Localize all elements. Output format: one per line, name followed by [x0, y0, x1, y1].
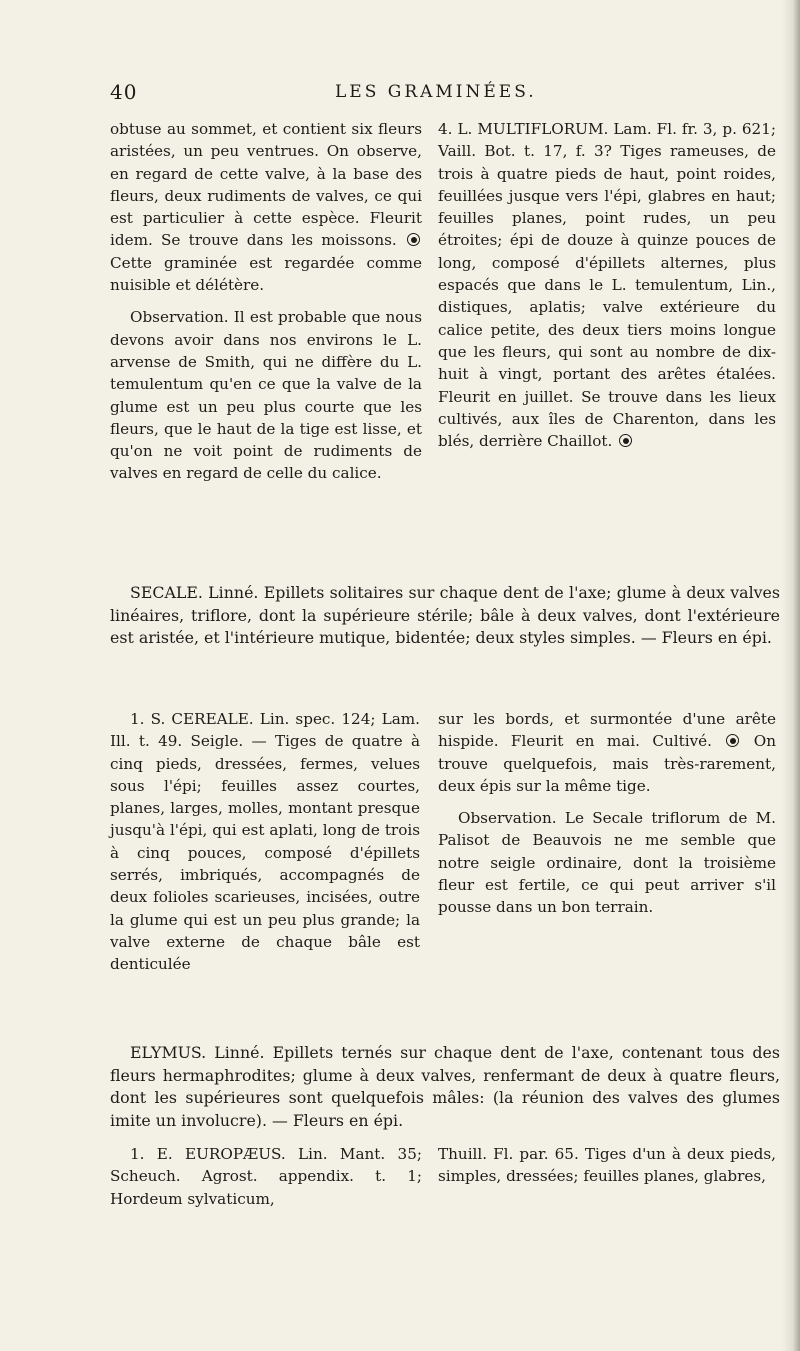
running-title: LES GRAMINÉES.: [335, 82, 537, 102]
annual-plant-symbol-icon: [726, 734, 739, 747]
left-column-middle: [110, 708, 420, 976]
lolium-description-continued: obtuse au sommet, et contient six fleurs aristées, un peu ventrues. On observe, en regard de cette valve, à la base des fleurs, deux rudiments de valves, ce qui est particulier à cette espèce. Fleurit idem. Se trouve dans les moissons. Cette graminée est regardée comme nuisible et délétère.: [110, 120, 422, 295]
right-column-top: [438, 118, 776, 452]
annual-plant-symbol-icon: [619, 434, 632, 447]
right-column-middle: [438, 708, 776, 919]
left-column-top: [110, 118, 422, 485]
secale-genus-description: SECALE. Linné. Epillets solitaires sur chaque dent de l'axe; glume à deux valves linéaires, triflore, dont la supérieure stérile; bâle à deux valves, dont l'extérieure est aristée, et l'intérieure mutique, bidentée; deux styles simples. — Fleurs en épi.: [110, 583, 780, 647]
secale-cereale-entry: 1. S. CEREALE. Lin. spec. 124; Lam. Ill. t. 49. Seigle. — Tiges de quatre à cinq pieds, dressées, fermes, velues sous l'épi; feuilles assez courtes, planes, larges, molles, montant presque jusqu'à l'épi, qui est aplati, long de trois à cinq pouces, composé d'épillets serrés, imbriqués, accompagnés de deux folioles scarieuses, incisées, outre la glume qui est un peu plus grande; la valve externe de chaque bâle est denticulée: [110, 710, 420, 974]
secale-cereale-entry-continued: sur les bords, et surmontée d'une arête hispide. Fleurit en mai. Cultivé. On trouve quelquefois, mais très-rarement, deux épis sur la même tige.: [438, 710, 777, 795]
elymus-genus-description: ELYMUS. Linné. Epillets ternés sur chaque dent de l'axe, contenant tous des fleurs hermaphrodites; glume à deux valves, renfermant de deux à quatre fleurs, dont les supérieures sont quelquefois mâles: (la réunion des valves des glumes imite un involucre). — Fleurs en épi.: [110, 1043, 780, 1130]
left-column-bottom: [110, 1143, 422, 1210]
observation-paragraph: Observation. Il est probable que nous devons avoir dans nos environs le L. arvense de Smith, qui ne diffère du L. temulentum qu'en ce que la valve de la glume est un peu plus courte que les fleurs, que le haut de la tige est lisse, et qu'on ne voit point de rudiments de valves en regard de celle du calice.: [110, 308, 422, 483]
page-gutter-shadow: [782, 0, 800, 1351]
annual-plant-symbol-icon: [407, 233, 420, 246]
secale-observation-paragraph: Observation. Le Secale triflorum de M. Palisot de Beauvois ne me semble que notre seigle ordinaire, dont la troisième fleur est fertile, ce qui peut arriver s'il pousse dans un bon terrain.: [438, 809, 776, 917]
page-header: [110, 80, 630, 106]
page-number: 40: [110, 80, 138, 104]
lolium-multiflorum-entry: 4. L. MULTIFLORUM. Lam. Fl. fr. 3, p. 621; Vaill. Bot. t. 17, f. 3? Tiges rameuses, de trois à quatre pieds de haut, point roides, feuillées jusque vers l'épi, glabres en haut; feuilles planes, point rudes, un peu étroites; épi de douze à quinze pouces de long, composé d'épillets alternes, plus espacés que dans le L. temulentum, Lin., distiques, aplatis; valve extérieure du calice petite, des deux tiers moins longue que les fleurs, qui sont au nombre de dix-huit à vingt, portant des arêtes étalées. Fleurit en juillet. Se trouve dans les lieux cultivés, aux îles de Charenton, dans les blés, derrière Chaillot.: [438, 120, 776, 451]
elymus-europaeus-entry: 1. E. EUROPÆUS. Lin. Mant. 35; Scheuch. Agrost. appendix. t. 1; Hordeum sylvaticum,: [110, 1145, 422, 1208]
elymus-europaeus-entry-continued: Thuill. Fl. par. 65. Tiges d'un à deux pieds, simples, dressées; feuilles planes, glabres,: [438, 1145, 776, 1186]
right-column-bottom: [438, 1143, 776, 1188]
